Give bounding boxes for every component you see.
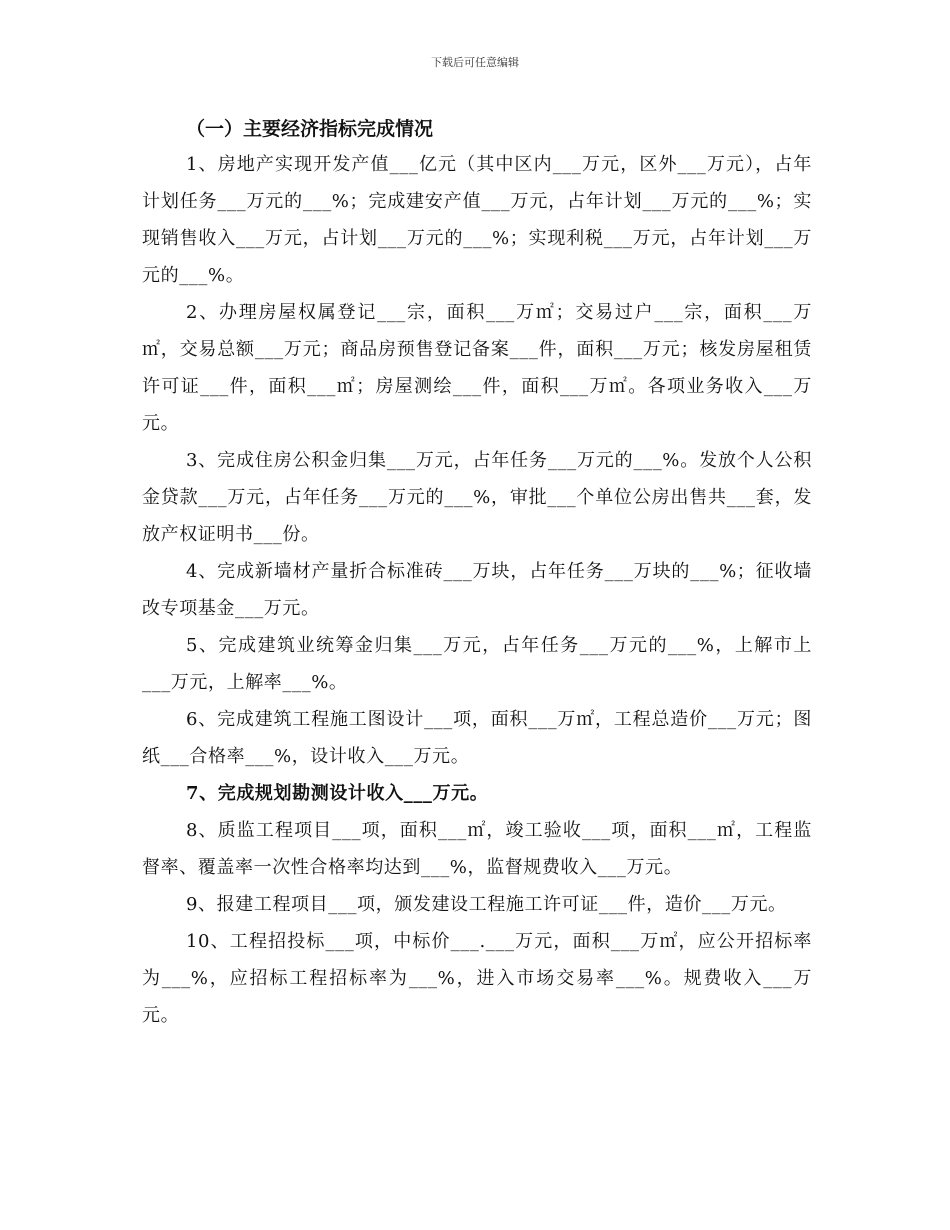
section-title: （一）主要经济指标完成情况	[186, 118, 434, 140]
paragraph-4: 4、完成新墙材产量折合标准砖___万块，占年任务___万块的___%；征收墙改专项基金___万元。	[142, 561, 812, 619]
paragraph-2: 2、办理房屋权属登记___宗，面积___万㎡；交易过户___宗，面积___万㎡，交易总额___万元；商品房预售登记备案___件，面积___万元；核发房屋租赁许可证___件，面积___㎡；房屋测绘___件，面积___万㎡。各项业务收入___万元。	[142, 302, 812, 434]
paragraph-7: 7、完成规划勘测设计收入___万元。	[186, 783, 489, 804]
paragraph-8: 8、质监工程项目___项，面积___㎡，竣工验收___项，面积___㎡，工程监督率、覆盖率一次性合格率均达到___%，监督规费收入___万元。	[142, 820, 812, 878]
paragraph-10: 10、工程招投标___项，中标价___.___万元，面积___万㎡，应公开招标率为___%，应招标工程招标率为___%，进入市场交易率___%。规费收入___万元。	[142, 931, 812, 1026]
page-header: 下载后可任意编辑	[431, 56, 519, 69]
paragraph-6: 6、完成建筑工程施工图设计___项，面积___万㎡，工程总造价___万元；图纸___合格率___%，设计收入___万元。	[142, 709, 812, 767]
paragraph-9: 9、报建工程项目___项，颁发建设工程施工许可证___件，造价___万元。	[186, 894, 787, 915]
paragraph-3: 3、完成住房公积金归集___万元，占年任务___万元的___%。发放个人公积金贷款___万元，占年任务___万元的___%，审批___个单位公房出售共___套，发放产权证明书___份。	[142, 450, 812, 545]
paragraph-1: 1、房地产实现开发产值___亿元（其中区内___万元，区外___万元），占年计划任务___万元的___%；完成建安产值___万元，占年计划___万元的___%；实现销售收入___万元，占计划___万元的___%；实现利税___万元，占年计划___万元的___%。	[142, 154, 812, 286]
document-body	[142, 112, 812, 1034]
paragraph-5: 5、完成建筑业统筹金归集___万元，占年任务___万元的___%，上解市上___万元，上解率___%。	[142, 635, 812, 693]
